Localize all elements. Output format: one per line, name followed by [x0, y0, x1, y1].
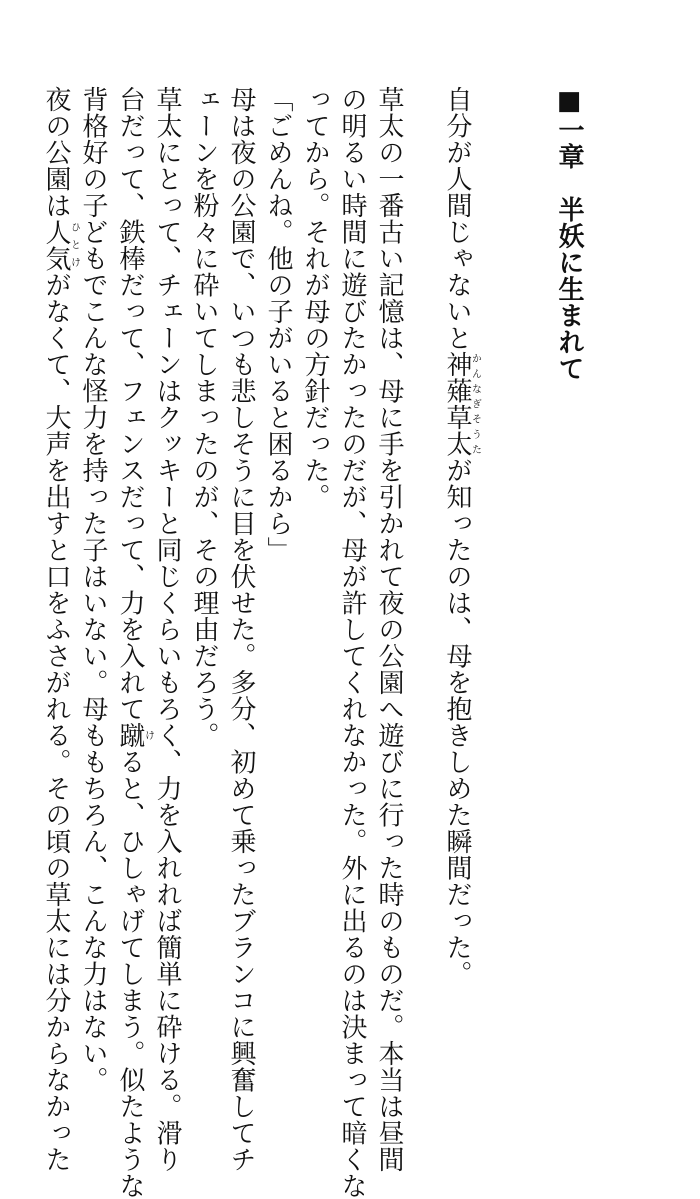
ruby-reading: ひとけ: [69, 219, 80, 272]
ruby-word: [41, 219, 71, 272]
text-column-5: 「ごめんね。他の子がいると困るから」: [265, 86, 291, 563]
ruby-base: 神薙草太: [442, 351, 472, 457]
text-segment: が知ったのは、母を抱きしめた瞬間だった。: [442, 457, 472, 987]
text-segment: 自分が人間じゃないと: [442, 86, 472, 351]
ruby-base: 人気: [41, 219, 71, 272]
text-column-7: ェーンを粉々に砕いてしまったのが、その理由だろう。: [191, 86, 217, 749]
ruby-reading: かんなぎそうた: [470, 351, 481, 457]
text-column-3: の明るい時間に遊びたかったのだが、母が許してくれなかった。外に出るのは決まって暗くな: [339, 86, 365, 1199]
text-segment: がなくて、大声を出すと口をふさがれる。その頃の草太には分からなかった: [41, 272, 71, 1173]
text-column-11: [43, 86, 79, 1173]
ruby-word: [442, 351, 472, 457]
text-segment: 夜の公園は: [41, 86, 71, 219]
text-segment: ると、ひしゃげてしまう。似たような: [115, 749, 145, 1199]
chapter-heading: ■一章 半妖に生まれて: [556, 86, 582, 382]
ruby-word: [115, 722, 145, 749]
text-column-1: [444, 86, 480, 987]
text-column-2: 草太の一番古い記憶は、母に手を引かれて夜の公園へ遊びに行った時のものだ。本当は昼間: [376, 86, 402, 1173]
text-segment: 台だって、鉄棒だって、フェンスだって、力を入れて: [115, 86, 145, 722]
text-column-6: 母は夜の公園で、いつも悲しそうに目を伏せた。多分、初めて乗ったブランコに興奮してチ: [228, 86, 254, 1173]
text-column-8: 草太にとって、チェーンはクッキーと同じくらいもろく、力を入れれば簡単に砕ける。滑り: [154, 86, 180, 1173]
ruby-reading: け: [143, 722, 154, 749]
text-column-9: [117, 86, 153, 1199]
ruby-base: 蹴: [115, 722, 145, 749]
text-column-10: 背格好の子どもでこんな怪力を持った子はいない。母ももちろん、こんな力はない。: [80, 86, 106, 1093]
text-column-4: ってから。それが母の方針だった。: [302, 86, 328, 510]
